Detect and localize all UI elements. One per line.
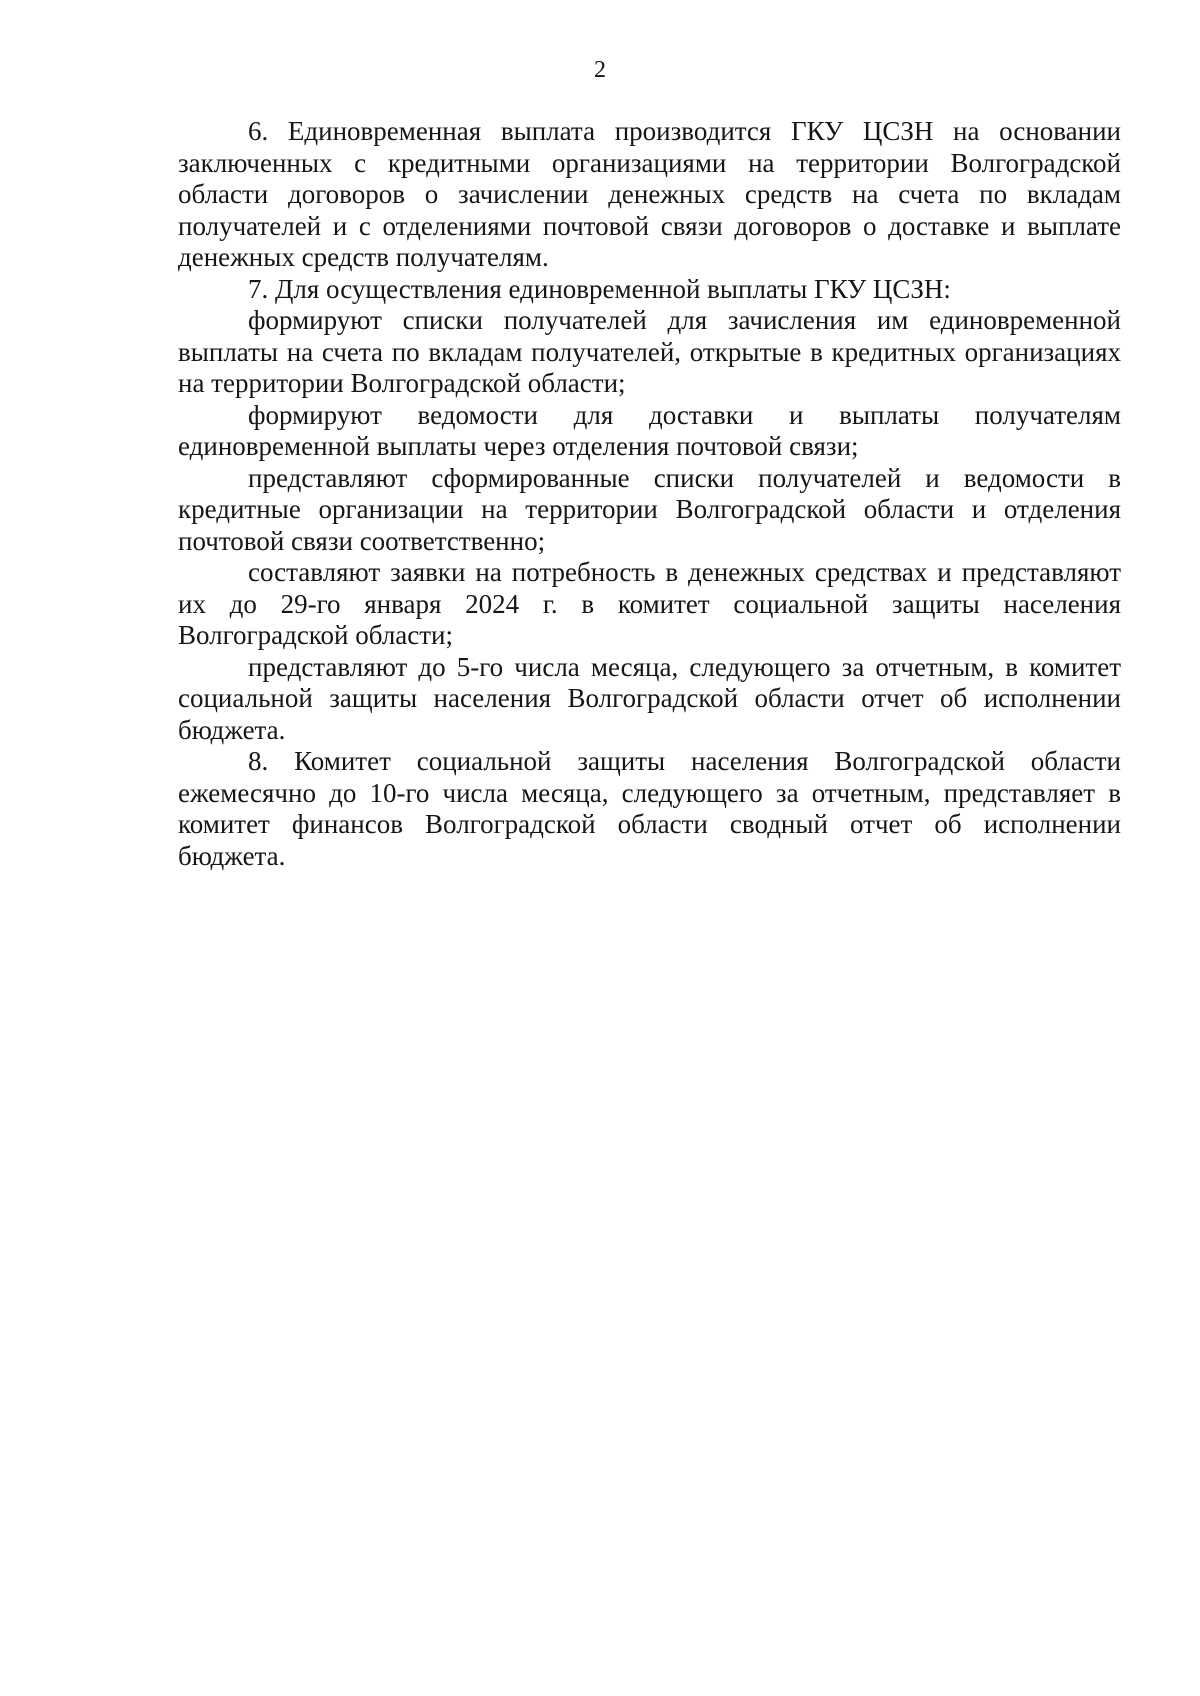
paragraph-budget-report: представляют до 5-го числа месяца, следующего за отчетным, в комитет социальной защиты населения Волгоградской области отчет об исполнении бюджета. [178,651,1121,745]
document-body [178,116,1121,872]
paragraph-item-7: 7. Для осуществления единовременной выплаты ГКУ ЦСЗН: [248,273,951,304]
paragraph-item-6: 6. Единовременная выплата производится ГКУ ЦСЗН на основании заключенных с кредитными организациями на территории Волгоградской области договоров о зачислении денежных средств на счета по вкладам получателей и с отделениями почтовой связи договоров о доставке и выплате денежных средств получателям. [178,116,1121,272]
page-number: 2 [594,57,606,83]
paragraph-statements: формируют ведомости для доставки и выплаты получателям единовременной выплаты через отделения почтовой связи; [178,399,1121,461]
paragraph-submission: представляют сформированные списки получателей и ведомости в кредитные организации на территории Волгоградской области и отделения почтовой связи соответственно; [178,462,1121,556]
paragraph-funding-requests: составляют заявки на потребность в денежных средствах и представляют их до 29-го января 2024 г. в комитет социальной защиты населения Волгоградской области; [178,557,1121,650]
paragraph-recipient-lists: формируют списки получателей для зачисления им единовременной выплаты на счета по вкладам получателей, открытые в кредитных организациях на территории Волгоградской области; [178,305,1121,398]
paragraph-item-8: 8. Комитет социальной защиты населения Волгоградской области ежемесячно до 10-го числа месяца, следующего за отчетным, представляет в комитет финансов Волгоградской области сводный отчет об исполнении бюджета. [178,746,1121,871]
